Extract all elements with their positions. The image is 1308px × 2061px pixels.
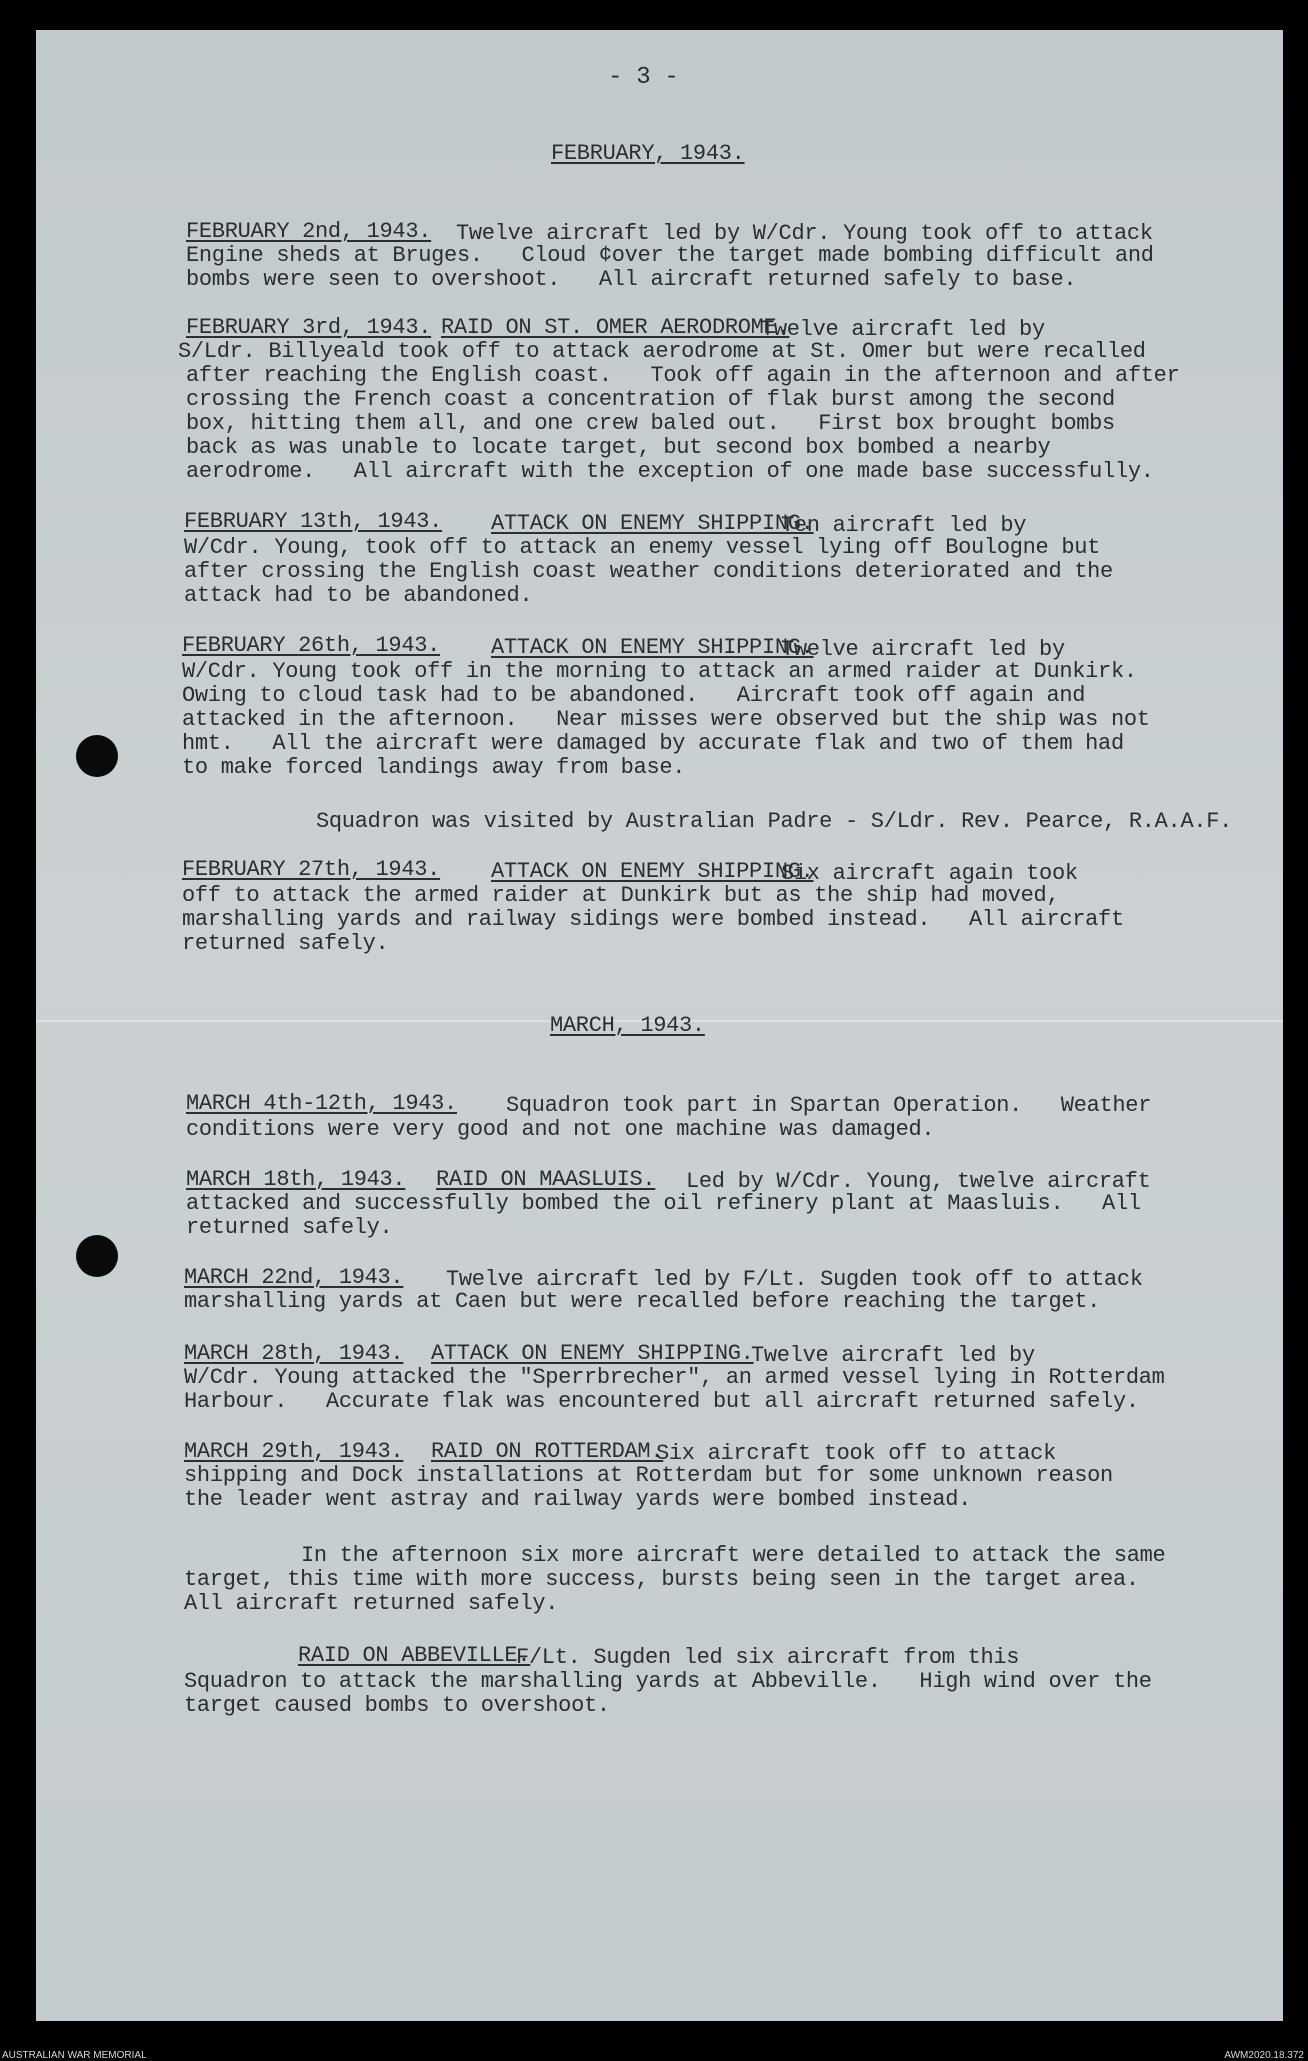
entry-text: Twelve aircraft led by bbox=[761, 317, 1045, 342]
entry-text: Squadron to attack the marshalling yards at Abbeville. High wind over the bbox=[184, 1669, 1152, 1694]
entry-text: the leader went astray and railway yards were bombed instead. bbox=[184, 1487, 972, 1512]
entry-text: returned safely. bbox=[182, 931, 389, 956]
entry-text: conditions were very good and not one machine was damaged. bbox=[186, 1117, 935, 1142]
entry-text: Twelve aircraft led by F/Lt. Sugden took off to attack bbox=[446, 1267, 1143, 1292]
entry-text: attacked in the afternoon. Near misses were observed but the ship was not bbox=[182, 707, 1150, 732]
entry-text: after crossing the English coast weather conditions deteriorated and the bbox=[184, 559, 1113, 584]
entry-date: FEBRUARY 13th, 1943. bbox=[184, 509, 443, 534]
punch-hole bbox=[76, 735, 118, 777]
entry-text: Led by W/Cdr. Young, twelve aircraft bbox=[686, 1169, 1151, 1194]
entry-title: RAID ON MAASLUIS. bbox=[436, 1167, 656, 1192]
entry-text: back as was unable to locate target, but second box bombed a nearby bbox=[186, 435, 1051, 460]
entry-text: W/Cdr. Young, took off to attack an enemy vessel lying off Boulogne but bbox=[184, 535, 1101, 560]
entry-text: attack had to be abandoned. bbox=[184, 583, 533, 608]
punch-hole bbox=[76, 1235, 118, 1277]
padre-visit-note: Squadron was visited by Australian Padre - S/Ldr. Rev. Pearce, R.A.A.F. bbox=[316, 809, 1233, 834]
entry-date: MARCH 18th, 1943. bbox=[186, 1167, 406, 1192]
entry-text: after reaching the English coast. Took off again in the afternoon and after bbox=[186, 363, 1180, 388]
entry-text: W/Cdr. Young attacked the "Sperrbrecher", an armed vessel lying in Rotterdam bbox=[184, 1365, 1165, 1390]
entry-text: shipping and Dock installations at Rotterdam but for some unknown reason bbox=[184, 1463, 1113, 1488]
entry-text: crossing the French coast a concentration of flak burst among the second bbox=[186, 387, 1115, 412]
entry-text: Squadron took part in Spartan Operation. Weather bbox=[506, 1093, 1152, 1118]
entry-text: marshalling yards and railway sidings were bombed instead. All aircraft bbox=[182, 907, 1124, 932]
section-heading-february: FEBRUARY, 1943. bbox=[551, 141, 745, 166]
footer-archive-name: AUSTRALIAN WAR MEMORIAL bbox=[2, 2050, 147, 2061]
entry-date: FEBRUARY 26th, 1943. bbox=[182, 633, 441, 658]
entry-date: MARCH 29th, 1943. bbox=[184, 1439, 404, 1464]
entry-title: ATTACK ON ENEMY SHIPPING. bbox=[431, 1341, 754, 1366]
page-number: - 3 - bbox=[608, 64, 679, 91]
entry-date: FEBRUARY 2nd, 1943. bbox=[186, 219, 432, 244]
entry-title: ATTACK ON ENEMY SHIPPING. bbox=[491, 635, 814, 660]
entry-title: ATTACK ON ENEMY SHIPPING. bbox=[491, 511, 814, 536]
entry-date: MARCH 4th-12th, 1943. bbox=[186, 1091, 457, 1116]
entry-text: Harbour. Accurate flak was encountered but all aircraft returned safely. bbox=[184, 1389, 1139, 1414]
entry-text: All aircraft returned safely. bbox=[184, 1591, 559, 1616]
entry-text: Owing to cloud task had to be abandoned. Aircraft took off again and bbox=[182, 683, 1086, 708]
entry-title: RAID ON ST. OMER AERODROME. bbox=[441, 315, 790, 340]
entry-date: MARCH 22nd, 1943. bbox=[184, 1265, 404, 1290]
entry-text: Twelve aircraft led by W/Cdr. Young took off to attack bbox=[456, 221, 1153, 246]
entry-text: F/Lt. Sugden led six aircraft from this bbox=[516, 1645, 1020, 1670]
entry-text: hmt. All the aircraft were damaged by accurate flak and two of them had bbox=[182, 731, 1124, 756]
entry-text: target caused bombs to overshoot. bbox=[184, 1693, 610, 1718]
entry-text: attacked and successfully bombed the oil refinery plant at Maasluis. All bbox=[186, 1191, 1141, 1216]
entry-text: target, this time with more success, bursts being seen in the target area. bbox=[184, 1567, 1139, 1592]
entry-date: FEBRUARY 3rd, 1943. bbox=[186, 315, 432, 340]
entry-title: ATTACK ON ENEMY SHIPPING. bbox=[491, 859, 814, 884]
section-heading-march: MARCH, 1943. bbox=[550, 1013, 705, 1038]
entry-text: W/Cdr. Young took off in the morning to attack an armed raider at Dunkirk. bbox=[182, 659, 1137, 684]
entry-text: Six aircraft again took bbox=[781, 861, 1078, 886]
entry-text: marshalling yards at Caen but were recalled before reaching the target. bbox=[184, 1289, 1101, 1314]
entry-text: off to attack the armed raider at Dunkirk but as the ship had moved, bbox=[182, 883, 1060, 908]
entry-title: RAID ON ABBEVILLE. bbox=[298, 1643, 531, 1668]
entry-text: box, hitting them all, and one crew baled out. First box brought bombs bbox=[186, 411, 1115, 436]
entry-text: bombs were seen to overshoot. All aircraft returned safely to base. bbox=[186, 267, 1077, 292]
entry-text: In the afternoon six more aircraft were detailed to attack the same bbox=[301, 1543, 1166, 1568]
entry-date: MARCH 28th, 1943. bbox=[184, 1341, 404, 1366]
entry-text: Twelve aircraft led by bbox=[751, 1343, 1035, 1368]
entry-text: to make forced landings away from base. bbox=[182, 755, 686, 780]
entry-date: FEBRUARY 27th, 1943. bbox=[182, 857, 441, 882]
entry-text: Six aircraft took off to attack bbox=[656, 1441, 1056, 1466]
footer-item-id: AWM2020.18.372 bbox=[1224, 2050, 1304, 2061]
entry-text: Twelve aircraft led by bbox=[781, 637, 1065, 662]
entry-text: Ten aircraft led by bbox=[781, 513, 1027, 538]
entry-text: Engine sheds at Bruges. Cloud ¢over the target made bombing difficult and bbox=[186, 243, 1154, 268]
entry-title: RAID ON ROTTERDAM. bbox=[431, 1439, 664, 1464]
entry-text: aerodrome. All aircraft with the exception of one made base successfully. bbox=[186, 459, 1154, 484]
entry-text: returned safely. bbox=[186, 1215, 393, 1240]
document-page bbox=[36, 30, 1283, 2021]
entry-text: S/Ldr. Billyeald took off to attack aerodrome at St. Omer but were recalled bbox=[178, 339, 1146, 364]
